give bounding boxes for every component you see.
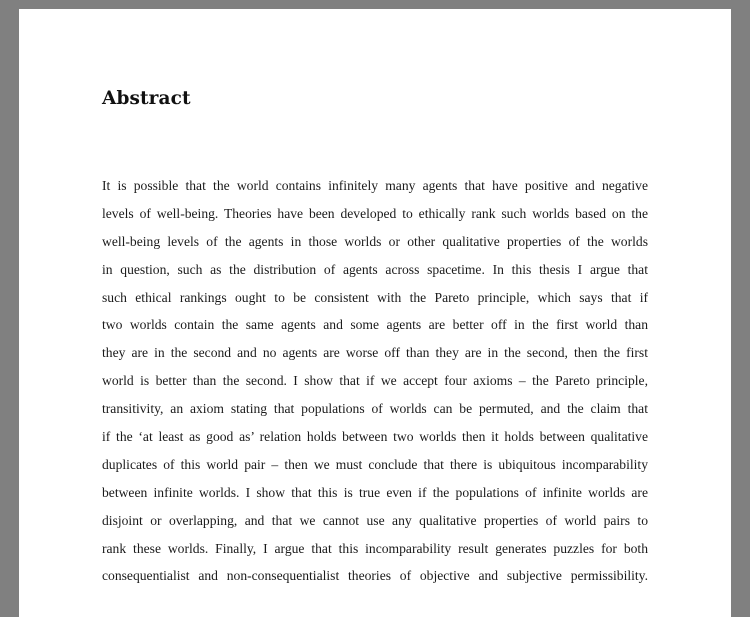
abstract-line: two worlds contain the same agents and some agents are better off in the first world than [102, 317, 648, 333]
document-page [19, 9, 731, 617]
abstract-line: in question, such as the distribution of agents across spacetime. In this thesis I argue that [102, 261, 648, 277]
abstract-line: between infinite worlds. I show that this is true even if the populations of infinite worlds are [102, 484, 648, 500]
abstract-line: world is better than the second. I show that if we accept four axioms – the Pareto principle, [102, 373, 648, 389]
abstract-line: rank these worlds. Finally, I argue that this incomparability result generates puzzles for both [102, 540, 648, 556]
abstract-line: It is possible that the world contains infinitely many agents that have positive and negative [102, 178, 648, 193]
abstract-line: consequentialist and non-consequentialist theories of objective and subjective permissibility. [102, 568, 648, 584]
abstract-line: they are in the second and no agents are worse off than they are in the second, then the first [102, 345, 648, 361]
abstract-line: if the ‘at least as good as’ relation holds between two worlds then it holds between qualitative [102, 429, 648, 445]
abstract-line: such ethical rankings ought to be consistent with the Pareto principle, which says that if [102, 289, 648, 305]
abstract-line: transitivity, an axiom stating that populations of worlds can be permuted, and the claim that [102, 401, 648, 417]
abstract-heading: Abstract [102, 88, 191, 109]
abstract-line: duplicates of this world pair – then we must conclude that there is ubiquitous incomparability [102, 456, 648, 472]
abstract-line: disjoint or overlapping, and that we cannot use any qualitative properties of world pairs to [102, 512, 648, 528]
abstract-line: levels of well-being. Theories have been developed to ethically rank such worlds based on the [102, 205, 648, 221]
abstract-body [102, 175, 648, 593]
abstract-line: well-being levels of the agents in those worlds or other qualitative properties of the worlds [102, 233, 648, 249]
